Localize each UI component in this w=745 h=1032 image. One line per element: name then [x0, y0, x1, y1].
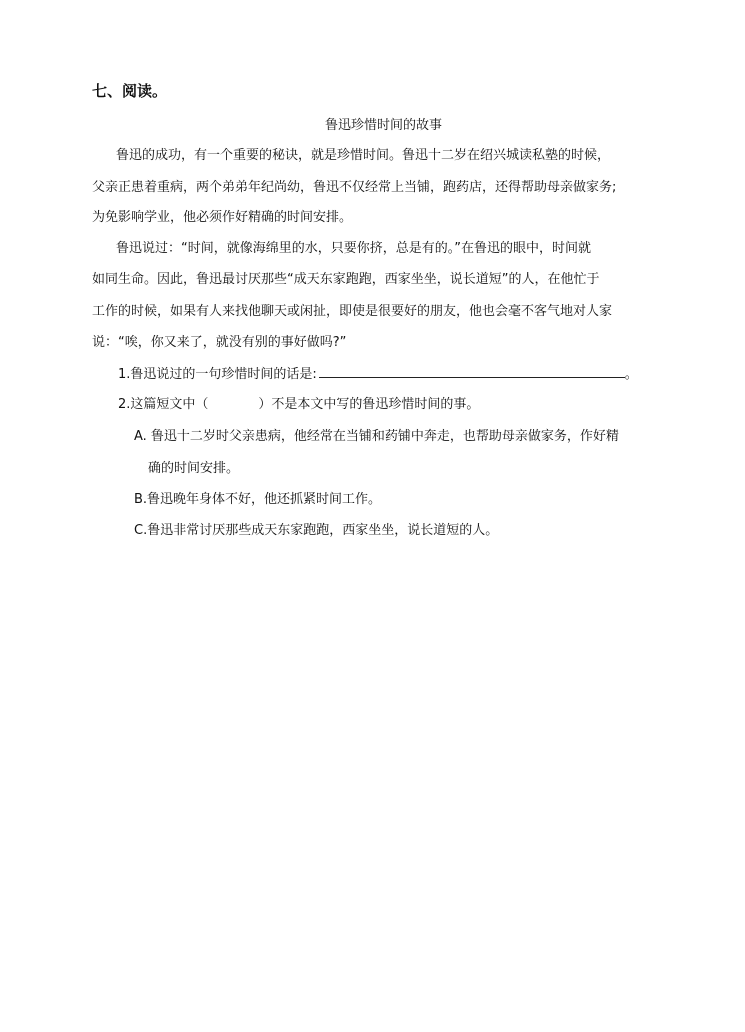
option-a: A. 鲁迅十二岁时父亲患病，他经常在当铺和药铺中奔走，也帮助母亲做家务，作好精 [134, 429, 619, 444]
answer-blank-line[interactable] [319, 364, 625, 378]
passage-title: 鲁迅珍惜时间的故事 [324, 118, 442, 133]
passage-line: 鲁迅的成功，有一个重要的秘诀，就是珍惜时间。鲁迅十二岁在绍兴城读私塾的时候， [116, 148, 611, 163]
section-heading: 七、阅读。 [92, 82, 168, 100]
passage-line: 如同生命。因此，鲁迅最讨厌那些“成天东家跑跑，西家坐坐，说长道短”的人，在他忙于 [92, 272, 600, 287]
passage-line: 为免影响学业，他必须作好精确的时间安排。 [92, 210, 353, 225]
option-c: C.鲁迅非常讨厌那些成天东家跑跑，西家坐坐，说长道短的人。 [134, 523, 499, 538]
question-1-text: 1.鲁迅说过的一句珍惜时间的话是: [118, 367, 317, 382]
passage-line: 工作的时候，如果有人来找他聊天或闲扯，即使是很要好的朋友，他也会毫不客气地对人家 [92, 304, 613, 319]
passage-line: 鲁迅说过：“时间，就像海绵里的水，只要你挤，总是有的。”在鲁迅的眼中，时间就 [116, 241, 591, 256]
passage-line: 父亲正患着重病，两个弟弟年纪尚幼，鲁迅不仅经常上当铺，跑药店，还得帮助母亲做家务; [92, 180, 617, 195]
question-2 [118, 395, 479, 415]
passage-line: 说：“唉，你又来了，就没有别的事好做吗?” [92, 335, 347, 350]
option-b: B.鲁迅晚年身体不好，他还抓紧时间工作。 [134, 492, 382, 507]
question-1-end: 。 [624, 367, 638, 382]
option-a-continued: 确的时间安排。 [148, 461, 240, 476]
question-2-text-end: ）不是本文中写的鲁迅珍惜时间的事。 [258, 397, 480, 412]
question-2-text-start: 2.这篇短文中（ [118, 397, 209, 412]
question-1 [118, 364, 638, 385]
